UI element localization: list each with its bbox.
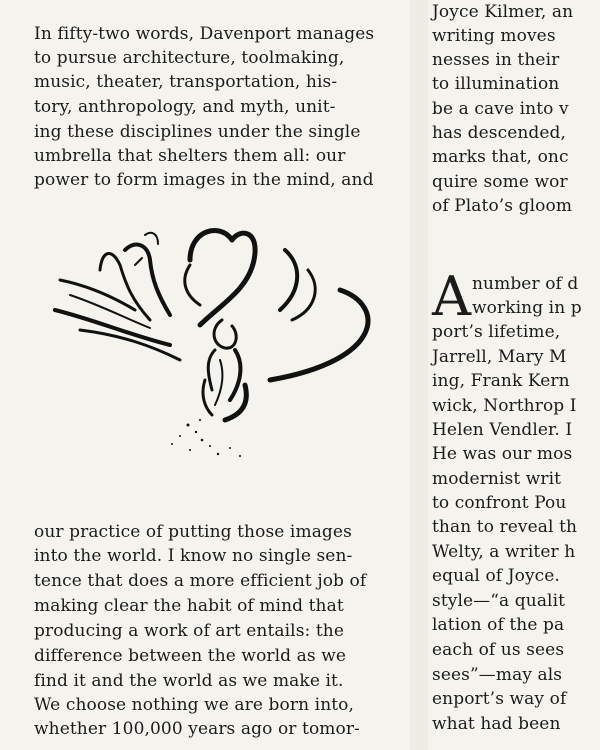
calligraphic-figure-icon xyxy=(40,210,400,470)
text-line: Jarrell, Mary M xyxy=(432,347,567,367)
text-line: producing a work of art entails: the xyxy=(34,621,344,641)
text-line: Joyce Kilmer, an xyxy=(432,2,574,22)
text-line: what had been xyxy=(432,714,561,734)
text-line: enport’s way of xyxy=(432,689,567,709)
text-line: of Plato’s gloom xyxy=(432,196,573,216)
text-line: ing these disciplines under the single xyxy=(34,122,361,142)
text-line: to confront Pou xyxy=(432,493,567,513)
text-line: ing, Frank Kern xyxy=(432,371,570,391)
text-line: umbrella that shelters them all: our xyxy=(34,146,346,166)
text-line: Helen Vendler. I xyxy=(432,420,573,440)
text-line: tory, anthropology, and myth, unit- xyxy=(34,97,336,117)
text-line: than to reveal th xyxy=(432,517,578,537)
text-line: has descended, xyxy=(432,123,567,143)
text-line: style—“a qualit xyxy=(432,591,566,611)
text-line: number of d xyxy=(472,274,579,294)
text-line: We choose nothing we are born into, xyxy=(34,695,355,715)
text-line: quire some wor xyxy=(432,172,568,192)
text-line: tence that does a more efficient job of xyxy=(34,571,367,591)
text-line: In fifty-two words, Davenport manages xyxy=(34,24,375,44)
text-line: modernist writ xyxy=(432,469,562,489)
text-line: making clear the habit of mind that xyxy=(34,596,344,616)
text-line: lation of the pa xyxy=(432,615,565,635)
text-line: to illumination xyxy=(432,74,560,94)
text-line: Welty, a writer h xyxy=(432,542,576,562)
text-line: wick, Northrop I xyxy=(432,396,577,416)
text-line: into the world. I know no single sen- xyxy=(34,546,353,566)
text-line: sees”—may als xyxy=(432,665,563,685)
text-line: power to form images in the mind, and xyxy=(34,170,374,190)
text-line: our practice of putting those images xyxy=(34,522,352,542)
page-gutter xyxy=(410,0,428,750)
text-line: He was our mos xyxy=(432,444,573,464)
text-line: difference between the world as we xyxy=(34,646,347,666)
text-line: be a cave into v xyxy=(432,99,569,119)
text-line: marks that, onc xyxy=(432,147,569,167)
text-line: whether 100,000 years ago or tomor- xyxy=(34,719,360,739)
text-line: music, theater, transportation, his- xyxy=(34,72,338,92)
drop-cap: A xyxy=(432,265,471,328)
text-line: nesses in their xyxy=(432,50,560,70)
text-line: working in p xyxy=(472,298,582,318)
text-line: find it and the world as we make it. xyxy=(34,671,344,691)
text-line: to pursue architecture, toolmaking, xyxy=(34,48,345,68)
text-line: port’s lifetime, xyxy=(432,322,561,342)
right-column xyxy=(432,0,600,750)
text-line: writing moves xyxy=(432,26,556,46)
text-line: equal of Joyce. xyxy=(432,566,560,586)
text-line: each of us sees xyxy=(432,640,565,660)
